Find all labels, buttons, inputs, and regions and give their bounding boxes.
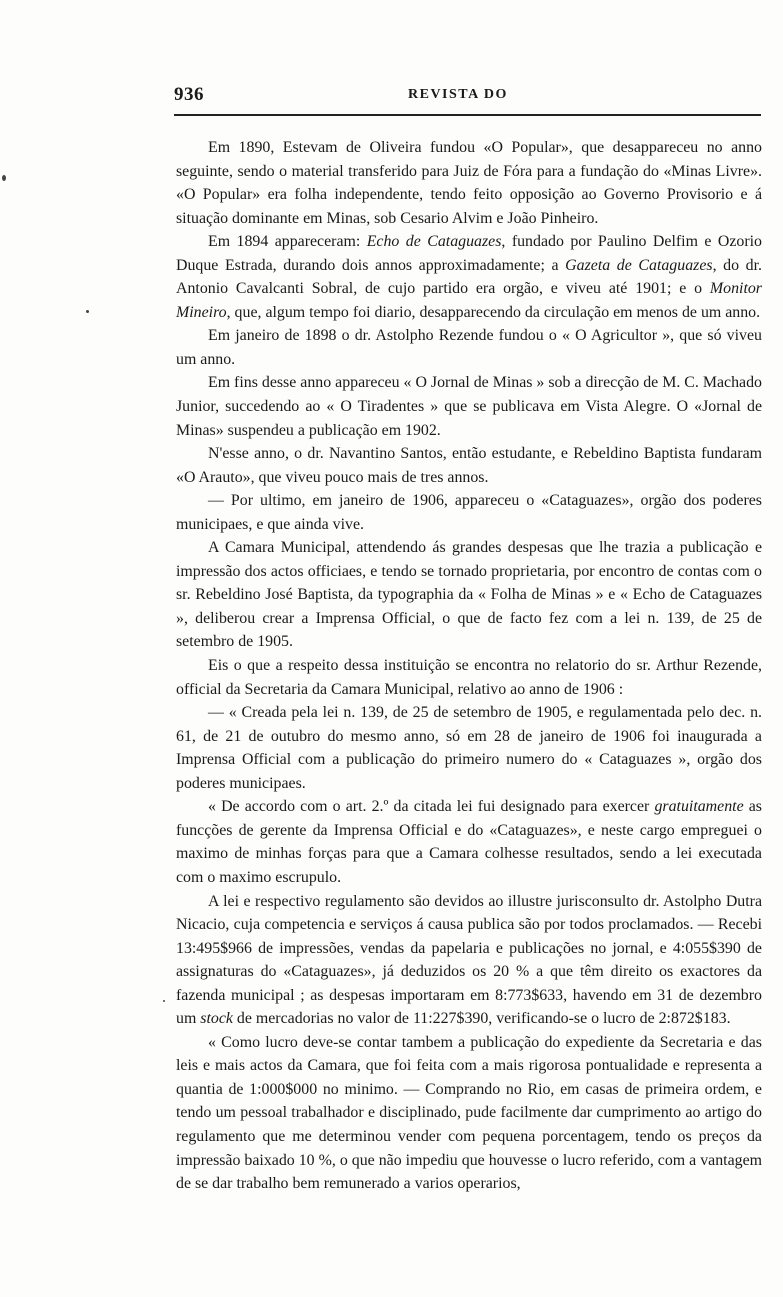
newspaper-title: Gazeta de Cataguazes bbox=[565, 256, 713, 274]
margin-speck bbox=[2, 175, 6, 181]
newspaper-title: Monitor Mineiro bbox=[176, 280, 762, 321]
paragraph: — Por ultimo, em janeiro de 1906, appareceu o «Cataguazes», orgão dos poderes municipaes, e que ainda vive. bbox=[176, 492, 762, 533]
paragraph bbox=[176, 795, 762, 889]
paragraph: « Como lucro deve-se contar tambem a publicação do expediente da Secretaria e das leis e mais actos da Camara, que foi feita com a mais rigorosa pontualidade e representa a quantia de 1:000$000 no minimo. — Comprando no Rio, em casas de primeira ordem, e tendo um pessoal trabalhador e disciplinado, pude facilmente dar cumprimento ao artigo do regulamento que me determinou vender com pequena porcentagem, tendo os preços da impressão baixado 10 %, o que não impediu que houvesse o lucro referido, com a vantagem de se dar trabalho bem remunerado a varios operarios, bbox=[176, 1033, 762, 1193]
paragraph-text: de mercadorias no valor de 11:227$390, verificando-se o lucro de 2:872$183. bbox=[232, 1010, 731, 1028]
page-number: 936 bbox=[174, 84, 204, 105]
paragraph: Em janeiro de 1898 o dr. Astolpho Rezende fundou o « O Agricultor », que só viveu um anno. bbox=[176, 327, 762, 368]
emphasis: stock bbox=[200, 1010, 233, 1028]
paragraph-text: as funcções de gerente da Imprensa Official e do «Cataguazes», e neste cargo empreguei o maximo de minhas forças para que a Camara colhesse resultados, sendo a lei executada com o maximo escrupulo. bbox=[176, 798, 762, 886]
paragraph: — « Creada pela lei n. 139, de 25 de setembro de 1905, e regulamentada pelo dec. n. 61, de 21 de outubro do mesmo anno, só em 28 de janeiro de 1906 foi inaugurada a Imprensa Official com a publicação do primeiro numero do « Cataguazes », orgão dos poderes municipaes. bbox=[176, 704, 762, 792]
paragraph-text: , fundado por Paulino Delfim e Ozorio Duque Estrada, durando dois annos approximadamente; a bbox=[176, 233, 762, 274]
paragraph-text: « De accordo com o art. 2.º da citada lei fui designado para exercer bbox=[208, 798, 655, 816]
paragraph: Eis o que a respeito dessa instituição se encontra no relatorio do sr. Arthur Rezende, official da Secretaria da Camara Municipal, relativo ao anno de 1906 : bbox=[176, 657, 762, 698]
paragraph: A Camara Municipal, attendendo ás grandes despesas que lhe trazia a publicação e impressão dos actos officiaes, e tendo se tornado proprietaria, por encontro de contas com o sr. Rebeldino José Baptista, da typographia da « Folha de Minas » e « Echo de Cataguazes », deliberou crear a Imprensa Official, o que de facto fez com a lei n. 139, de 25 de setembro de 1905. bbox=[176, 539, 762, 651]
paragraph-text: A lei e respectivo regulamento são devidos ao illustre jurisconsulto dr. Astolpho Dutra Nicacio, cuja competencia e serviços á causa publica são por todos proclamados. — Recebi 13:495$966 de impressões, vendas da papelaria e publicações no jornal, e 4:055$390 de assignaturas do «Cataguazes», já deduzidos os 20 % a que têm direito os exactores da fazenda municipal ; as despesas importaram em 8:773$633, havendo em 31 de dezembro um bbox=[176, 892, 762, 1028]
paragraph-text: , que, algum tempo foi diario, desapparecendo da circulação em menos de um anno. bbox=[226, 303, 761, 321]
paragraph: Em fins desse anno appareceu « O Jornal de Minas » sob a direcção de M. C. Machado Junior, succedendo ao « O Tiradentes » que se publicava em Vista Alegre. O «Jornal de Minas» suspendeu a publicação em 1902. bbox=[176, 374, 762, 439]
paragraph-text: , do dr. Antonio Cavalcanti Sobral, de cujo partido era orgão, e viveu até 1901; e o bbox=[176, 256, 762, 298]
paragraph: N'esse anno, o dr. Navantino Santos, então estudante, e Rebeldino Baptista fundaram «O Arauto», que viveu pouco mais de tres annos. bbox=[176, 445, 762, 486]
paragraph bbox=[176, 230, 762, 324]
emphasis: gratuitamente bbox=[654, 798, 744, 816]
page-header bbox=[174, 84, 762, 108]
running-head: REVISTA DO bbox=[408, 87, 508, 102]
newspaper-title: Echo de Cataguazes bbox=[366, 233, 502, 251]
margin-speck bbox=[163, 1000, 165, 1002]
paragraph: Em 1890, Estevam de Oliveira fundou «O Popular», que desappareceu no anno seguinte, sendo o material transferido para Juiz de Fóra para a fundação do «Minas Livre». «O Popular» era folha independente, tendo feito opposição ao Governo Provisorio e á situação dominante em Minas, sob Cesario Alvim e João Pinheiro. bbox=[176, 139, 762, 227]
margin-speck bbox=[86, 310, 89, 313]
paragraph-text: Em 1894 appareceram: bbox=[208, 233, 367, 251]
paragraph bbox=[176, 890, 762, 1031]
article-body bbox=[176, 136, 762, 1196]
header-rule bbox=[174, 114, 761, 116]
